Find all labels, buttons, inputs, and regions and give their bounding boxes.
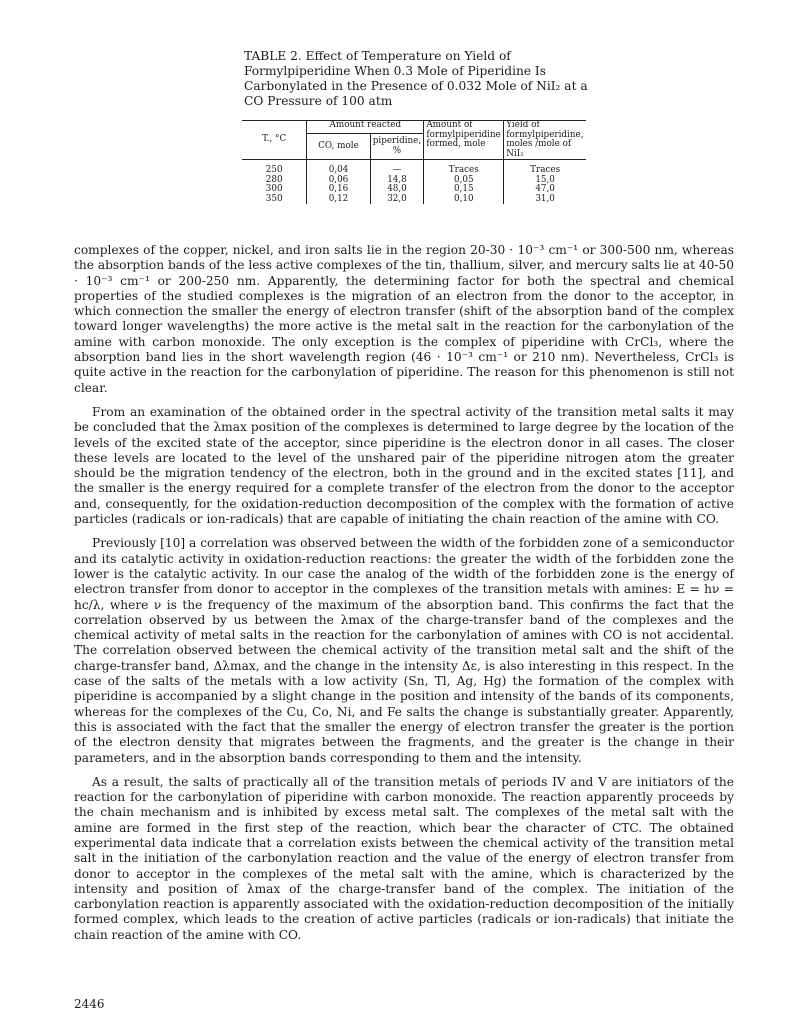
cell-t: 350	[265, 193, 283, 204]
cell-t: 250	[265, 165, 283, 175]
page-number: 2446	[74, 997, 105, 1011]
cell-yield: 31,0	[504, 195, 586, 205]
cell-formed: 0,15	[424, 185, 504, 195]
header-amount-formed: Amount of formylpiperidine formed, mole	[424, 121, 504, 160]
table-row	[242, 195, 586, 205]
header-co-mole: CO, mole	[307, 134, 370, 160]
cell-t: 300	[265, 184, 283, 194]
body-text	[74, 243, 734, 952]
cell-formed: 0,10	[424, 195, 504, 205]
paragraph-4: As a result, the salts of practically all of the transition metals of periods IV and V are initiators of the reaction for the carbonylation of piperidine with carbon monoxide. The reaction apparently proceeds by the chain mechanism and is inhibited by excess metal salt. The complexes of the metal salt with the amine are formed in the first step of the reaction, which bear the character of CTC. The obtained experimental data indicate that a correlation exists between the chemical activity of the transition metal salt in the initiation of the carbonylation reaction and the value of the energy of electron transfer from donor to acceptor in the complexes of the metal salt with the amine, which is characterized by the intensity and position of λmax of the charge-transfer band of the complex. The initiation of the carbonylation reaction is apparently associated with the oxidation-reduction decomposition of the initially formed complex, which leads to the creation of active particles (radicals or ion-radicals) that initiate the chain reaction of the amine with CO.	[74, 774, 734, 942]
cell-formed: Traces	[424, 160, 504, 176]
cell-pip: 48,0	[370, 185, 424, 195]
header-piperidine: piperidine, %	[370, 134, 424, 160]
table-caption: TABLE 2. Effect of Temperature on Yield of Formylpiperidine When 0.3 Mole of Piperidine Is Carbonylated in the Presence of 0.032 Mole of NiI₂ at a CO Pressure of 100 atm	[244, 49, 588, 108]
cell-yield: 47,0	[504, 185, 586, 195]
cell-pip: 14,8	[370, 176, 424, 186]
cell-formed: 0,05	[424, 176, 504, 186]
cell-pip: —	[370, 160, 424, 176]
table-body	[242, 160, 586, 205]
cell-yield: Traces	[504, 160, 586, 176]
cell-pip: 32,0	[370, 195, 424, 205]
paragraph-2: From an examination of the obtained order in the spectral activity of the transition metal salts it may be concluded that the λmax position of the complexes is determined to large degree by the location of the levels of the excited state of the acceptor, since piperidine is the electron donor in all cases. The closer these levels are located to the level of the unshared pair of the piperidine nitrogen atom the greater should be the migration tendency of the electron, both in the ground and in the excited states [11], and the smaller is the energy required for a complete transfer of the electron from the donor to the acceptor and, consequently, for the oxidation-reduction decomposition of the complex with the formation of active particles (radicals or ion-radicals) that are capable of initiating the chain reaction of the amine with CO.	[74, 404, 734, 527]
cell-yield: 15,0	[504, 176, 586, 186]
paragraph-3: Previously [10] a correlation was observed between the width of the forbidden zone of a semiconductor and its catalytic activity in oxidation-reduction reactions: the greater the width of the forbidden zone the lower is the catalytic activity. In our case the analog of the width of the forbidden zone is the energy of electron transfer from donor to acceptor in the complexes of the transition metals with amines: E = hν = hc/λ, where ν is the frequency of the maximum of the absorption band. This confirms the fact that the correlation observed by us between the λmax of the charge-transfer band of the complexes and the chemical activity of metal salts in the reaction for the carbonylation of amines with CO is not accidental. The correlation observed between the chemical activity of the transition metal salt and the shift of the charge-transfer band, Δλmax, and the change in the intensity Δε, is also interesting in this respect. In the case of the salts of the metals with a low activity (Sn, Tl, Ag, Hg) the formation of the complex with piperidine is accompanied by a slight change in the position and intensity of the bands of its components, whereas for the complexes of the Cu, Co, Ni, and Fe salts the change is substantially greater. Apparently, this is associated with the fact that the smaller the energy of electron transfer the greater is the portion of the electron density that migrates between the fragments, and the greater is the change in their parameters, and in the absorption bands corresponding to them and the intensity.	[74, 536, 734, 765]
cell-co: 0,12	[307, 195, 370, 205]
cell-co: 0,06	[307, 176, 370, 186]
header-yield: Yield of formylpiperidine, moles /mole of NiI₂	[504, 121, 586, 160]
cell-co: 0,04	[307, 160, 370, 176]
table-row	[242, 160, 586, 176]
cell-co: 0,16	[307, 185, 370, 195]
header-amount-reacted: Amount reacted	[307, 121, 424, 134]
header-temperature: T., °C	[242, 121, 307, 160]
paragraph-1: complexes of the copper, nickel, and iron salts lie in the region 20-30 · 10⁻³ cm⁻¹ or 300-500 nm, whereas the absorption bands of the less active complexes of the tin, thallium, silver, and mercury salts lie at 40-50 · 10⁻³ cm⁻¹ or 200-250 nm. Apparently, the determining factor for both the spectral and chemical properties of the studied complexes is the migration of an electron from the donor to the acceptor, in which connection the smaller the energy of electron transfer (shift of the absorption band of the complex toward longer wavelengths) the more active is the metal salt in the reaction for the carbonylation of the amine with carbon monoxide. The only exception is the complex of piperidine with CrCl₃, where the absorption band lies in the short wavelength region (46 · 10⁻³ cm⁻¹ or 210 nm). Nevertheless, CrCl₃ is quite active in the reaction for the carbonylation of piperidine. The reason for this phenomenon is still not clear.	[74, 243, 734, 395]
data-table	[242, 120, 586, 204]
cell-t: 280	[265, 174, 283, 185]
